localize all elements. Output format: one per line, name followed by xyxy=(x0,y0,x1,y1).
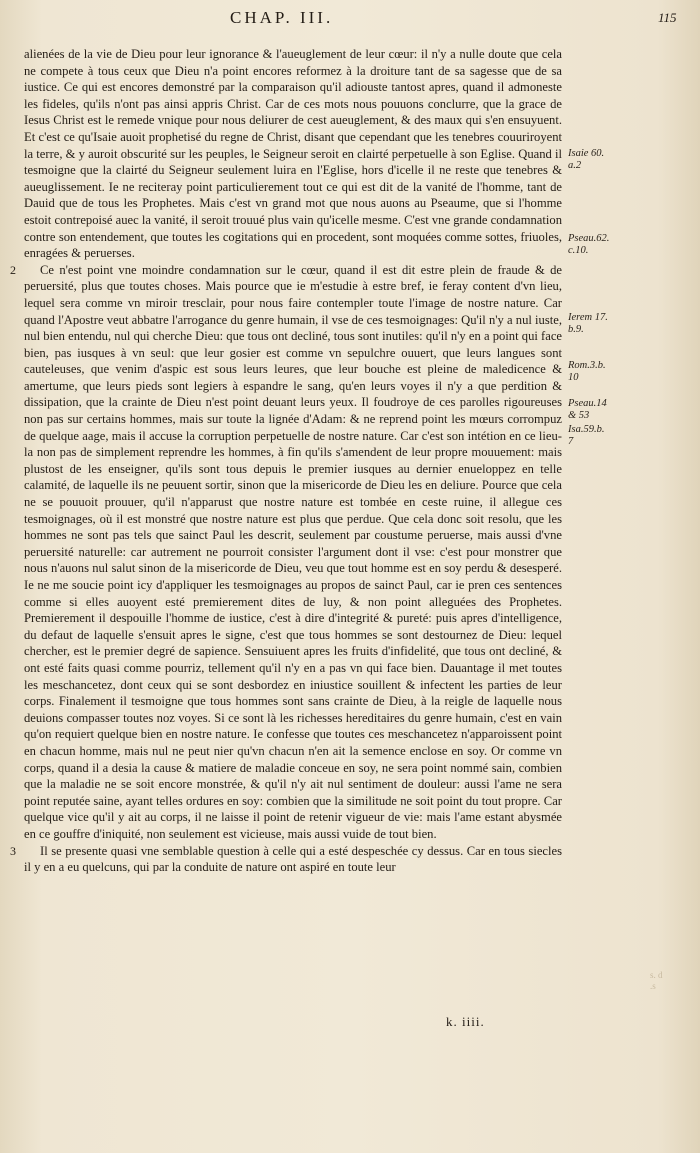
margin-note: Pseau.62. c.10. xyxy=(568,233,610,256)
margin-note: Isaie 60. a.2 xyxy=(568,148,605,171)
paragraph-number: 3 xyxy=(10,843,16,858)
paragraph-text: Ce n'est point vne moindre condamnation sur le cœur, quand il est dit estre plein de fraude & de peruersité, plus que toutes choses. Mais pource que ie m'estudie à estre bref, ie feray content d'vn lieu, lequel sera comme vn miroir tresclair, pour nous faire contempler toute l'image de nostre nature. Car quand l'Apostre veut abbatre l'arrogance du genre humain, il vse de ces tesmoignages: Qu'il n'y a nul iuste, nul bien entendu, nul qui cherche Dieu: que tous ont decliné, tous sont inutiles: qu'il n'y en a point qui face bien, pas iusques à vn seul: que leur gosier est comme vn sepulchre ouuert, que leurs langues sont cauteleuses, que venim d'aspic est sous leurs leures, que leur bouche est pleine de malediсence & amertume, que leurs pieds sont legiers à espandre le sang, qu'en leurs voyes il n'y a que perdition & dissipation, que la crainte de Dieu n'est point deuant leurs yeux. Il foudroye de ces parolles rigoureuses non pas sur certains hommes, mais sur toute la lignée d'Adam: & ne reprend point les mœurs corrompuz de quelque aage, mais il accuse la corruption perpetuelle de nostre nature. Car c'est son intétion en ce lieu-la non pas de simplement reprendre les hommes, à fin qu'ils s'amendent de leur propre mouuement: mais plustost de les enseigner, qu'ils sont tous depuis le premier iusques au dernier enueloppez en telle calamité, de laquelle ils ne peuuent sortir, sinon que la misericorde de Dieu les en deliure. Pource que cela ne se pouuoit prouuer, qu'il n'apparust que nostre nature est tombée en ceste ruine, il allegue ces tesmoignages, où il est monstré que nostre nature est plus que perdue. Que cela donc soit resolu, que les hommes ne sont pas tels que sainct Paul les descrit, seulement par coustume peruerse, mais aussi d'vne peruersité naturelle: car autrement ne pourroit consister l'argument dont il vse: c'est pour monstrer que nous n'auons nul salut sinon de la misericorde de Dieu, veu que tout homme est en soy perdu & desesperé. Ie ne me soucie point icy d'appliquer les tesmoignages au propos de sainct Paul, car ie pren ces sentences comme si elles auoyent esté premierement dites de luy, & non point alleguées des Prophetes. Premierement il despouille l'homme de iustice, c'est à dire d'integrité & pureté: puis apres d'intelligence, du defaut de laquelle s'ensuit apres le signe, c'est que tous hommes se sont destournez de Dieu: lequel chercher, est le premier degré de sapience. Sensuiuent apres les fruits d'infidelité, que tous ont decliné, & ont esté faits quasi comme pourriz, tellement qu'il n'y en a pas vn qui face bien. Dauantage il met toutes les meschancetez, dont ceux qui se sont desbordez en iniustice souillent & infectent les parties de leur corps. Finalement il tesmoigne que tous hommes sont sans crainte de Dieu, à la reigle de laquelle nous deuions compasser toutes noz voyes. Si ce sont là les richesses hereditaires du genre humain, c'est en vain qu'on requiert quelque bien en nostre nature. Ie confesse que toutes ces meschancetez n'apparoissent point en chacun homme, mais nul ne peut nier qu'vn chacun n'en ait la semence enclose en soy. Or comme vn corps, quand il a desia la cause & matiere de maladie conceue en soy, ne sera point nommé sain, combien que la maladie ne se soit encore monstrée, & qu'il n'y ait nul sentiment de douleur: aussi l'ame ne sera point reputée saine, ayant telles ordures en soy: combien que la similitude ne soit point du tout propre. Car quelque vice qu'il y ait au corps, il ne laisse il point de retenir vigueur de vie: mais l'ame estant abysmée en ce gouffre d'iniquité, non seulement est vicieuse, mais aussi vuide de tout bien. xyxy=(24,262,562,841)
running-head: CHAP. III. xyxy=(230,8,334,27)
paragraph-text: alienées de la vie de Dieu pour leur ignorance & l'aueuglement de leur cœur: il n'y a nulle doute que cela ne compete à tous ceux que Dieu n'a point encores reformez à la droiture tant de sa sagesse que de sa iustice. Ce qui est encores demonstré par la comparaison qu'il adiouste tantost apres, quand il admoneste les fideles, qu'ils n'ont pas ainsi appris Christ. Car de ces mots nous pouuons conclurre, que la grace de Iesus Christ est le remede vnique pour nous deliurer de cest aueuglement, & des maux qui s'en ensuyuent. Et c'est ce qu'Isaie auoit prophetisé du regne de Christ, disant que cependant que les tenebres couuriroyent la terre, & y auroit obscurité sur les peuples, le Seigneur seroit en clairté perpetuelle à son Eglise. Quand il tesmoigne que la clairté du Seigneur seulement luira en l'Eglise, hors d'icelle il ne reste que tenebres & aueuglissement. Ie ne reciteray point particulierement tout ce qui est dit de la vanité de l'homme, tant de Dauid que de tous les Prophetes. Mais c'est vn grand mot que nous auons au Pseaume, que si l'homme estoit contrepoisé auec la vanité, il seroit trouué plus vain qu'icelle mesme. C'est vne grande condamnation contre son entendement, que toutes les cogitations qui en procedent, sont moquées comme sottes, friuoles, enragées & peruerses. xyxy=(24,47,562,261)
margin-note: Ierem 17. b.9. xyxy=(568,312,608,335)
paragraph xyxy=(10,262,562,843)
margin-note: Isa.59.b. 7 xyxy=(568,424,605,447)
signature-mark: k. iiii. xyxy=(446,1014,485,1029)
bleed-through-marks: s. d .s xyxy=(650,970,663,991)
main-text-block xyxy=(10,46,562,876)
paragraph-number: 2 xyxy=(10,262,16,277)
page-header xyxy=(0,4,700,40)
paragraph xyxy=(10,843,562,876)
margin-note: Pseau.14 & 53 xyxy=(568,398,607,421)
paragraph xyxy=(24,46,562,262)
paragraph-text: Il se presente quasi vne semblable question à celle qui a esté despeschée cy dessus. Car en tous siecles il y en a eu quelcuns, qui par la conduite de nature ont aspiré en toute leur xyxy=(24,843,562,875)
page-number: 115 xyxy=(658,10,677,25)
margin-note: Rom.3.b. 10 xyxy=(568,360,606,383)
